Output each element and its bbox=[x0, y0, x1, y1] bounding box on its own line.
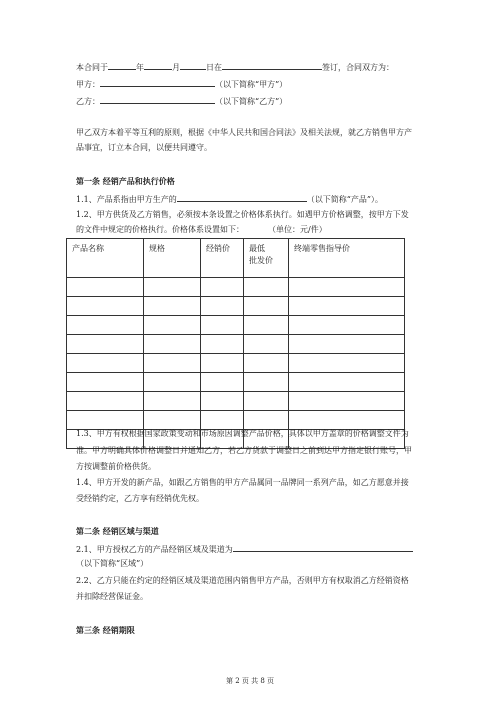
table-cell bbox=[289, 316, 405, 335]
table-cell bbox=[67, 354, 144, 373]
table-row bbox=[67, 335, 405, 354]
clause-1-3-line-1: 1.3、甲方有权根据国家政策变动和市场原因调整产品价格，具体以甲方盖章的价格调整文件为 bbox=[76, 429, 409, 438]
table-cell bbox=[289, 392, 405, 411]
table-cell bbox=[67, 297, 144, 316]
table-cell bbox=[289, 373, 405, 392]
table-cell bbox=[201, 373, 244, 392]
clause-1-1-suffix: （以下简称“产品”）。 bbox=[306, 195, 383, 204]
table-cell bbox=[67, 411, 144, 430]
article2-title: 第二条 经销区域与渠道 bbox=[76, 526, 159, 536]
table-row bbox=[67, 411, 405, 430]
party-a-line bbox=[76, 77, 287, 91]
blank-party-a bbox=[100, 77, 215, 87]
party-b-alias: （以下简称“乙方”） bbox=[215, 97, 288, 106]
clause-1-2-text: 的文件中规定的价格执行。价格体系设置如下： bbox=[76, 225, 244, 234]
party-b-label: 乙方： bbox=[76, 97, 100, 106]
clause-2-1-line-2: （以下简称“区域”） bbox=[76, 559, 149, 568]
table-cell bbox=[67, 316, 144, 335]
table-cell bbox=[244, 373, 289, 392]
table-cell bbox=[289, 278, 405, 297]
table-cell bbox=[244, 297, 289, 316]
clause-1-2-line-1: 1.2、甲方供货及乙方销售，必须按本条设置之价格体系执行。如遇甲方价格调整，按甲方下发 bbox=[76, 210, 409, 219]
blank-party-b bbox=[100, 94, 215, 104]
page-number: 第 2 页 共 8 页 bbox=[225, 677, 275, 685]
table-cell bbox=[244, 354, 289, 373]
clause-1-2-line-2 bbox=[76, 224, 327, 236]
header-spec: 规格 bbox=[144, 239, 201, 278]
party-a-label: 甲方： bbox=[76, 80, 100, 89]
intro-line-2: 品事宜，订立本合同，以便共同遵守。 bbox=[76, 143, 212, 152]
table-row bbox=[67, 278, 405, 297]
sign-prefix: 本合同于 bbox=[76, 63, 108, 72]
clause-2-2-line-2: 并扣除经营保证金。 bbox=[76, 592, 148, 601]
table-cell bbox=[144, 411, 201, 430]
table-cell bbox=[67, 392, 144, 411]
table-header-row bbox=[67, 239, 405, 278]
month-label: 月 bbox=[172, 63, 180, 72]
clause-1-1 bbox=[76, 192, 383, 206]
table-cell bbox=[67, 373, 144, 392]
table-row bbox=[67, 373, 405, 392]
signing-line bbox=[76, 60, 394, 74]
table-cell bbox=[67, 278, 144, 297]
table-cell bbox=[201, 411, 244, 430]
table-cell bbox=[144, 316, 201, 335]
table-cell bbox=[144, 297, 201, 316]
sign-suffix: 签订，合同双方为： bbox=[322, 63, 394, 72]
table-cell bbox=[289, 411, 405, 430]
table-cell bbox=[201, 278, 244, 297]
blank-day bbox=[180, 60, 206, 70]
blank-year bbox=[108, 60, 136, 70]
table-cell bbox=[244, 411, 289, 430]
party-a-alias: （以下简称“甲方”） bbox=[215, 80, 288, 89]
table-cell bbox=[144, 335, 201, 354]
table-cell bbox=[244, 278, 289, 297]
header-retail-guide: 终端零售指导价 bbox=[289, 239, 405, 278]
header-dealer-price: 经销价 bbox=[201, 239, 244, 278]
table-row bbox=[67, 316, 405, 335]
table-cell bbox=[201, 316, 244, 335]
clause-1-3-line-2: 准。甲方明确具体价格调整日并通知乙方，若乙方货款于调整日之前到达甲方指定银行账号，甲 bbox=[76, 446, 412, 455]
header-min-wholesale: 最低 批发价 bbox=[244, 239, 289, 278]
clause-1-3-line-3: 方按调整前价格供货。 bbox=[76, 462, 156, 471]
intro-line-1: 甲乙双方本着平等互利的原则，根据《中华人民共和国合同法》及相关法规，就乙方销售甲方产 bbox=[76, 128, 412, 137]
header-product-name: 产品名称 bbox=[67, 239, 144, 278]
price-table bbox=[66, 238, 405, 449]
table-cell bbox=[144, 373, 201, 392]
table-row bbox=[67, 392, 405, 411]
table-cell bbox=[201, 335, 244, 354]
table-cell bbox=[201, 354, 244, 373]
table-cell bbox=[289, 354, 405, 373]
blank-place bbox=[222, 60, 322, 70]
clause-1-4-line-1: 1.4、甲方开发的新产品，如跟乙方销售的甲方产品属同一品牌同一系列产品，如乙方愿意并接 bbox=[76, 478, 409, 487]
table-cell bbox=[67, 335, 144, 354]
table-row bbox=[67, 297, 405, 316]
table-cell bbox=[289, 297, 405, 316]
year-label: 年 bbox=[136, 63, 144, 72]
party-b-line bbox=[76, 94, 287, 108]
table-cell bbox=[144, 392, 201, 411]
table-cell bbox=[244, 392, 289, 411]
table-row bbox=[67, 354, 405, 373]
table-cell bbox=[244, 335, 289, 354]
clause-1-1-prefix: 1.1、产品系指由甲方生产的 bbox=[76, 195, 177, 204]
day-at-label: 日在 bbox=[206, 63, 222, 72]
table-cell bbox=[289, 335, 405, 354]
article1-title: 第一条 经销产品和执行价格 bbox=[76, 176, 175, 186]
article3-title: 第三条 经销期限 bbox=[76, 625, 135, 635]
table-cell bbox=[201, 297, 244, 316]
table-cell bbox=[144, 278, 201, 297]
table-cell bbox=[201, 392, 244, 411]
clause-2-2-line-1: 2.2、乙方只能在约定的经销区域及渠道范围内销售甲方产品，否则甲方有权取消乙方经销资格 bbox=[76, 576, 409, 585]
blank-month bbox=[144, 60, 172, 70]
unit-label: （单位：元/件） bbox=[268, 225, 327, 234]
clause-2-1-prefix: 2.1、甲方授权乙方的产品经销区域及渠道为 bbox=[76, 545, 233, 554]
blank-product bbox=[177, 192, 307, 202]
table-cell bbox=[244, 316, 289, 335]
blank-region bbox=[233, 542, 413, 552]
clause-2-1-line-1 bbox=[76, 542, 413, 556]
clause-1-4-line-2: 受经销约定，乙方享有经销优先权。 bbox=[76, 494, 204, 503]
table-cell bbox=[144, 354, 201, 373]
